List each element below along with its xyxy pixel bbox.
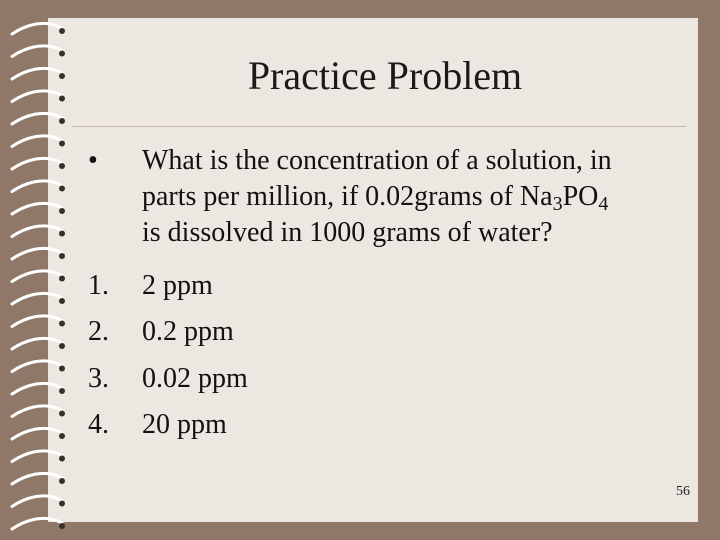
binding-hole — [59, 163, 65, 169]
spiral-ring — [12, 293, 62, 304]
spiral-ring — [12, 271, 62, 282]
question-text — [142, 143, 682, 251]
spiral-ring — [12, 496, 62, 507]
question-line-2: parts per million, if 0.02grams of $Na_3PO_4$ — [142, 181, 609, 215]
binding-hole — [59, 388, 65, 394]
option-3-text: 0.02 ppm — [142, 363, 248, 394]
spiral-ring — [12, 23, 62, 34]
option-3-number: 3. — [88, 363, 109, 394]
question-line-3: is dissolved in 1000 grams of water? — [142, 217, 553, 248]
binding-hole — [59, 73, 65, 79]
page-number: 56 — [676, 484, 690, 499]
spiral-ring — [12, 203, 62, 214]
question-bullet: • — [88, 145, 98, 176]
binding-hole — [59, 321, 65, 327]
option-1-number: 1. — [88, 270, 109, 301]
binding-hole — [59, 276, 65, 282]
question-line-1: What is the concentration of a solution, in — [142, 145, 612, 176]
binding-hole — [59, 96, 65, 102]
binding-hole — [59, 523, 65, 529]
spiral-ring — [12, 46, 62, 57]
slide-title: Practice Problem — [247, 53, 523, 98]
spiral-ring — [12, 181, 62, 192]
binding-hole — [59, 253, 65, 259]
spiral-rings — [12, 23, 65, 529]
option-2-text: 0.2 ppm — [142, 316, 234, 347]
spiral-ring — [12, 68, 62, 79]
spiral-binding — [0, 0, 80, 540]
spiral-ring — [12, 316, 62, 327]
spiral-ring — [12, 383, 62, 394]
binding-hole — [59, 118, 65, 124]
option-1-text: 2 ppm — [142, 270, 213, 301]
spiral-ring — [12, 136, 62, 147]
binding-hole — [59, 478, 65, 484]
spiral-ring — [12, 406, 62, 417]
binding-hole — [59, 366, 65, 372]
binding-hole — [59, 208, 65, 214]
option-4-number: 4. — [88, 409, 109, 440]
binding-hole — [59, 411, 65, 417]
spiral-ring — [12, 518, 62, 529]
spiral-ring — [12, 361, 62, 372]
binding-hole — [59, 51, 65, 57]
spiral-ring — [12, 451, 62, 462]
binding-hole — [59, 501, 65, 507]
spiral-ring — [12, 113, 62, 124]
binding-hole — [59, 433, 65, 439]
spiral-ring — [12, 338, 62, 349]
spiral-ring — [12, 248, 62, 259]
title-divider — [72, 126, 686, 127]
binding-hole — [59, 231, 65, 237]
spiral-ring — [12, 473, 62, 484]
spiral-ring — [12, 158, 62, 169]
binding-hole — [59, 456, 65, 462]
binding-hole — [59, 343, 65, 349]
binding-hole — [59, 298, 65, 304]
spiral-ring — [12, 91, 62, 102]
spiral-ring — [12, 226, 62, 237]
binding-hole — [59, 186, 65, 192]
binding-hole — [59, 28, 65, 34]
option-2-number: 2. — [88, 316, 109, 347]
spiral-ring — [12, 428, 62, 439]
option-4-text: 20 ppm — [142, 409, 227, 440]
binding-hole — [59, 141, 65, 147]
